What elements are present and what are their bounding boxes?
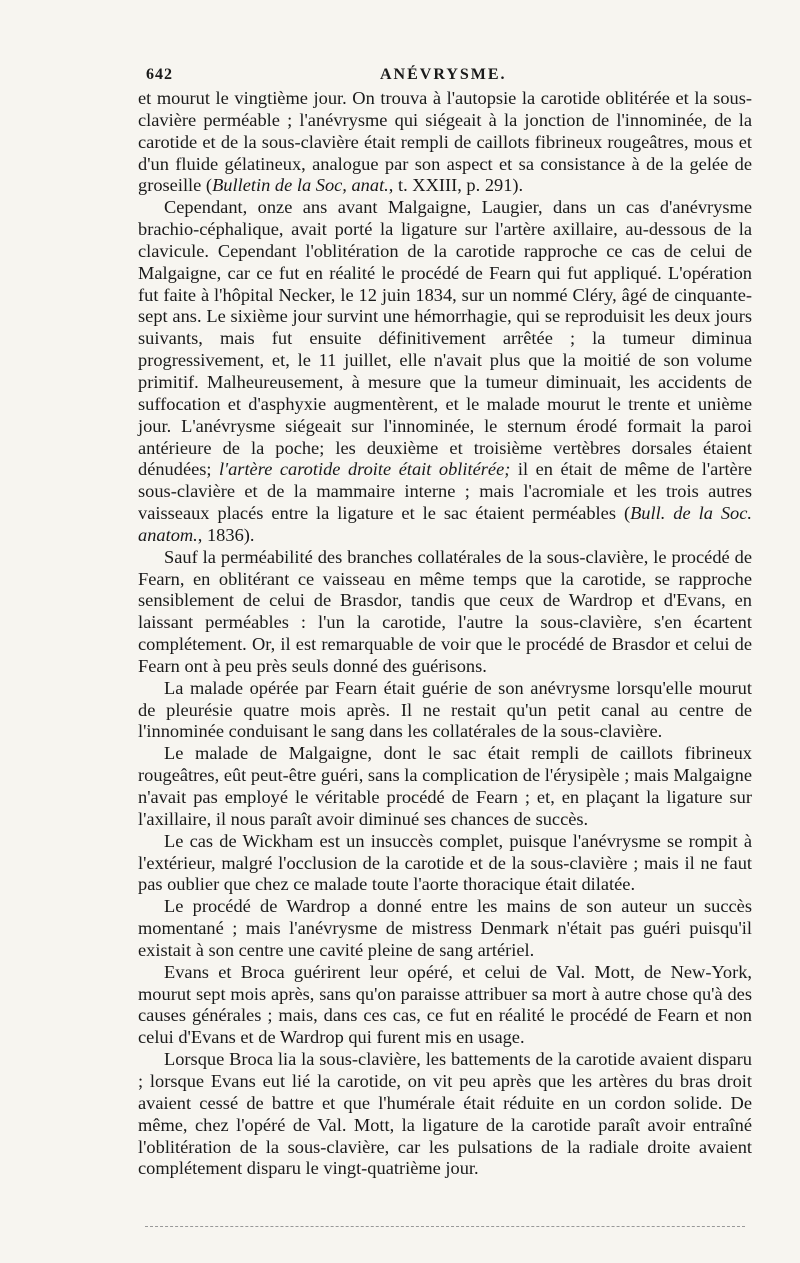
italic-text: l'artère carotide droite était oblitérée;	[219, 459, 511, 480]
text-run: La malade opérée par Fearn était guérie de son anévrysme lorsqu'elle mourut de pleurésie quatre mois après. Il ne restait qu'un petit canal au centre de l'innominée conduisant le sang dans les collatérales de la sous-clavière.	[138, 677, 752, 742]
text-run: Evans et Broca guérirent leur opéré, et celui de Val. Mott, de New-York, mourut sept mois après, sans qu'on paraisse attribuer sa mort à autre chose qu'à des causes générales ; mais, dans ces cas, ce fut en réalité le procédé de Fearn et non celui d'Evans et de Wardrop qui furent mis en usage.	[138, 961, 752, 1048]
running-head: ANÉVRYSME.	[380, 66, 507, 83]
text-run: et mourut le vingtième jour. On trouva à l'autopsie la carotide oblitérée et la sous-clavière perméable ; l'anévrysme qui siégeait à la jonction de l'innominée, de la carotide et de la sous-clavière était rempli de caillots fibrineux rougeâtres, mous et d'un fluide gélatineux, analogue par son aspect et sa consistance à de la gelée de groseille (	[138, 88, 752, 196]
text-run: Le cas de Wickham est un insuccès complet, puisque l'anévrysme se rompit à l'extérieur, malgré l'occlusion de la carotide et de la sous-clavière ; mais il ne faut pas oublier que chez ce malade toute l'aorte thoracique était dilatée.	[138, 830, 752, 895]
paragraph	[138, 1049, 752, 1180]
text-run: Lorsque Broca lia la sous-clavière, les battements de la carotide avaient disparu ; lorsque Evans eut lié la carotide, on vit peu après que les artères du bras droit avaient cessé de battre et que l'humérale était réduite en un cordon solide. De même, chez l'opéré de Val. Mott, la ligature de la carotide paraît avoir entraîné l'oblitération de la sous-clavière, car les pulsations de la radiale droite avaient complétement disparu le vingt-quatrième jour.	[138, 1049, 752, 1179]
italic-text: Bull. de la Soc. anatom.	[138, 503, 752, 545]
page-header	[138, 62, 758, 88]
paragraph	[138, 896, 752, 962]
text-run: il en était de même de l'artère sous-clavière et de la mammaire interne ; mais l'acromiale et les trois autres vaisseaux placés entre la ligature et le sac étaient perméables (	[138, 459, 752, 524]
text-run: Cependant, onze ans avant Malgaigne, Laugier, dans un cas d'anévrysme brachio-céphalique, avait porté la ligature sur l'artère axillaire, au-dessous de la clavicule. Cependant l'oblitération de la carotide rapproche ce cas de celui de Malgaigne, car ce fut en réalité le procédé de Fearn qui fut appliqué. L'opération fut faite à l'hôpital Necker, le 12 juin 1834, sur un nommé Cléry, âgé de cinquante-sept ans. Le sixième jour survint une hémorrhagie, qui se reproduisit les deux jours suivants, mais fut ensuite définitivement arrêtée ; la tumeur diminua progressivement, et, le 11 juillet, elle n'avait plus que la moitié de son volume primitif. Malheureusement, à mesure que la tumeur diminuait, les accidents de suffocation et d'asphyxie augmentèrent, et le malade mourut le trente et unième jour. L'anévrysme siégeait sur l'innominée, le sternum érodé formait la paroi antérieure de la poche; les deuxième et troisième vertèbres dorsales étaient dénudées;	[138, 197, 752, 480]
text-run: , t. XXIII, p. 291).	[388, 175, 524, 196]
text-run: Le malade de Malgaigne, dont le sac était rempli de caillots fibrineux rougeâtres, eût peut-être guéri, sans la complication de l'érysipèle ; mais Malgaigne n'avait pas employé le véritable procédé de Fearn ; et, en plaçant la ligature sur l'axillaire, il nous paraît avoir diminué ses chances de succès.	[138, 743, 752, 829]
paragraph	[138, 197, 752, 547]
paragraph	[138, 743, 752, 830]
text-run: Le procédé de Wardrop a donné entre les mains de son auteur un succès momentané ; mais l'anévrysme de mistress Denmark n'était pas guéri puisqu'il existait à son centre une cavité pleine de sang artériel.	[138, 896, 752, 960]
bottom-rule	[145, 1226, 745, 1227]
text-run: Sauf la perméabilité des branches collatérales de la sous-clavière, le procédé de Fearn, en oblitérant ce vaisseau en même temps que la carotide, se rapproche sensiblement de celui de Brasdor, tandis que ceux de Wardrop et d'Evans, en laissant perméables : l'un la carotide, l'autre la sous-clavière, s'en écartent complétement. Or, il est remarquable de voir que le procédé de Brasdor et celui de Fearn ont à peu près seuls donné des guérisons.	[138, 546, 752, 676]
paragraph	[138, 547, 752, 678]
paragraph	[138, 962, 752, 1049]
text-run: , 1836).	[197, 524, 255, 545]
paragraph	[138, 88, 752, 197]
italic-text: Bulletin de la Soc, anat.	[212, 175, 389, 196]
page-number: 642	[146, 66, 173, 83]
paragraph	[138, 678, 752, 744]
body-text	[138, 88, 752, 1180]
paragraph	[138, 831, 752, 897]
